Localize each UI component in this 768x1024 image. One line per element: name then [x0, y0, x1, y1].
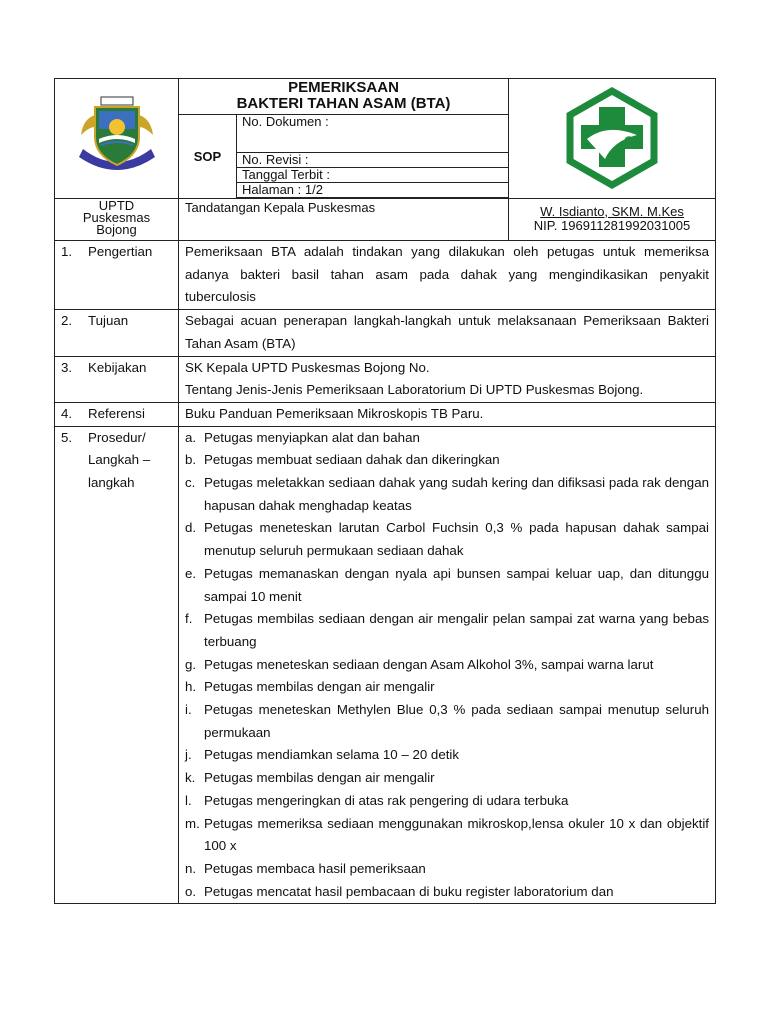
- procedure-step: [185, 858, 709, 881]
- section-tujuan-label: 2. Tujuan: [55, 310, 179, 356]
- procedure-step-text: Petugas meneteskan larutan Carbol Fuchsin 0,3 % pada hapusan dahak sampai menutup seluruh permukaan sediaan dahak: [204, 520, 709, 559]
- head-name: W. Isdianto, SKM. M.Kes: [540, 204, 684, 219]
- head-signature: [509, 199, 716, 241]
- doc-number-label: No. Dokumen :: [237, 115, 509, 153]
- health-logo-cell: [509, 79, 716, 199]
- procedure-step-marker: f.: [185, 611, 193, 627]
- procedure-step-marker: k.: [185, 770, 196, 786]
- procedure-step: [185, 699, 709, 744]
- procedure-step-text: Petugas membuat sediaan dahak dan dikeringkan: [204, 452, 500, 468]
- procedure-step-marker: b.: [185, 452, 197, 468]
- revision-label: No. Revisi :: [237, 153, 509, 168]
- procedure-step: [185, 881, 709, 904]
- section-tujuan-text: Sebagai acuan penerapan langkah-langkah untuk melaksanaan Pemeriksaan Bakteri Tahan Asam (BTA): [179, 310, 716, 356]
- procedure-step-marker: i.: [185, 702, 192, 718]
- section-kebijakan-label: 3. Kebijakan: [55, 356, 179, 402]
- procedure-step-marker: o.: [185, 883, 197, 899]
- regency-logo-cell: [55, 79, 179, 199]
- section-referensi-text: Buku Panduan Pemeriksaan Mikroskopis TB Paru.: [179, 402, 716, 426]
- procedure-step-text: Petugas menyiapkan alat dan bahan: [204, 429, 420, 445]
- procedure-step-marker: g.: [185, 656, 197, 672]
- signature-label: Tandatangan Kepala Puskesmas: [179, 199, 509, 241]
- procedure-step: [185, 676, 709, 699]
- procedure-step: [185, 563, 709, 608]
- procedure-step-text: Petugas meneteskan sediaan dengan Asam Alkohol 3%, sampai warna larut: [204, 656, 654, 672]
- regency-crest-icon: [55, 79, 179, 195]
- page-label: Halaman : 1/2: [237, 183, 509, 198]
- procedure-step: [185, 517, 709, 562]
- procedure-step-marker: c.: [185, 475, 196, 491]
- section-referensi-label: 4. Referensi: [55, 402, 179, 426]
- procedure-step-marker: e.: [185, 565, 197, 581]
- document-title: [179, 79, 509, 115]
- procedure-step-marker: j.: [185, 747, 192, 763]
- procedure-step-text: Petugas membilas dengan air mengalir: [204, 770, 435, 786]
- procedure-step: [185, 449, 709, 472]
- procedure-step-marker: a.: [185, 429, 197, 445]
- procedure-step-text: Petugas mendiamkan selama 10 – 20 detik: [204, 747, 460, 763]
- procedure-step-text: Petugas membaca hasil pemeriksaan: [204, 860, 426, 876]
- procedure-step: [185, 472, 709, 517]
- section-pengertian-text: Pemeriksaan BTA adalah tindakan yang dilakukan oleh petugas untuk memeriksa adanya bakteri basil tahan asam pada dahak yang mengindikasikan penyakit tuberculosis: [179, 241, 716, 310]
- procedure-step-text: Petugas memeriksa sediaan menggunakan mikroskop,lensa okuler 10 x dan objektif 100 x: [204, 815, 709, 854]
- procedure-step-marker: m.: [185, 815, 200, 831]
- sop-document: [54, 78, 715, 904]
- procedure-step-text: Petugas membilas sediaan dengan air mengalir pelan sampai zat warna yang bebas terbuang: [204, 611, 709, 649]
- procedure-step-marker: n.: [185, 860, 197, 876]
- head-nip: NIP. 196911281992031005: [533, 218, 691, 233]
- procedure-step-text: Petugas membilas dengan air mengalir: [204, 679, 435, 695]
- section-kebijakan-text: [179, 356, 716, 402]
- section-prosedur-label: 5. Prosedur/ Langkah – langkah: [55, 426, 179, 904]
- procedure-step-list: [185, 427, 709, 904]
- procedure-step-marker: d.: [185, 520, 197, 536]
- procedure-step-text: Petugas memanaskan dengan nyala api bunsen sampai keluar uap, dan ditunggu sampai 10 menit: [204, 565, 709, 604]
- unit-line-2: Puskesmas: [82, 210, 151, 225]
- section-prosedur-steps: [179, 426, 716, 904]
- unit-line-3: Bojong: [96, 222, 137, 237]
- procedure-step: [185, 654, 709, 677]
- sop-label: SOP: [179, 115, 237, 199]
- unit-line-1: UPTD: [98, 198, 135, 213]
- procedure-step-text: Petugas meletakkan sediaan dahak yang sudah kering dan difiksasi pada rak dengan hapusan dahak menghadap keatas: [204, 475, 709, 513]
- sop-table: [54, 78, 716, 904]
- procedure-step: [185, 744, 709, 767]
- procedure-step: [185, 608, 709, 653]
- procedure-step-text: Petugas meneteskan Methylen Blue 0,3 % pada sediaan sampai menutup seluruh permukaan: [204, 702, 709, 740]
- procedure-step: [185, 813, 709, 858]
- kebijakan-line-1: SK Kepala UPTD Puskesmas Bojong No.: [185, 359, 430, 375]
- title-line-2: BAKTERI TAHAN ASAM (BTA): [236, 95, 451, 112]
- procedure-step-marker: h.: [185, 679, 197, 695]
- kebijakan-line-2: Tentang Jenis-Jenis Pemeriksaan Laboratorium Di UPTD Puskesmas Bojong.: [185, 382, 644, 398]
- procedure-step-marker: l.: [185, 792, 192, 808]
- procedure-step: [185, 790, 709, 813]
- procedure-step-text: Petugas mengeringkan di atas rak pengering di udara terbuka: [204, 792, 569, 808]
- procedure-step: [185, 427, 709, 450]
- title-line-1: PEMERIKSAAN: [288, 79, 399, 96]
- issue-date-label: Tanggal Terbit :: [237, 168, 509, 183]
- procedure-step: [185, 767, 709, 790]
- procedure-step-text: Petugas mencatat hasil pembacaan di buku register laboratorium dan: [204, 883, 614, 899]
- health-ministry-logo-icon: [509, 79, 716, 195]
- unit-name: [55, 199, 179, 241]
- section-pengertian-label: 1. Pengertian: [55, 241, 179, 310]
